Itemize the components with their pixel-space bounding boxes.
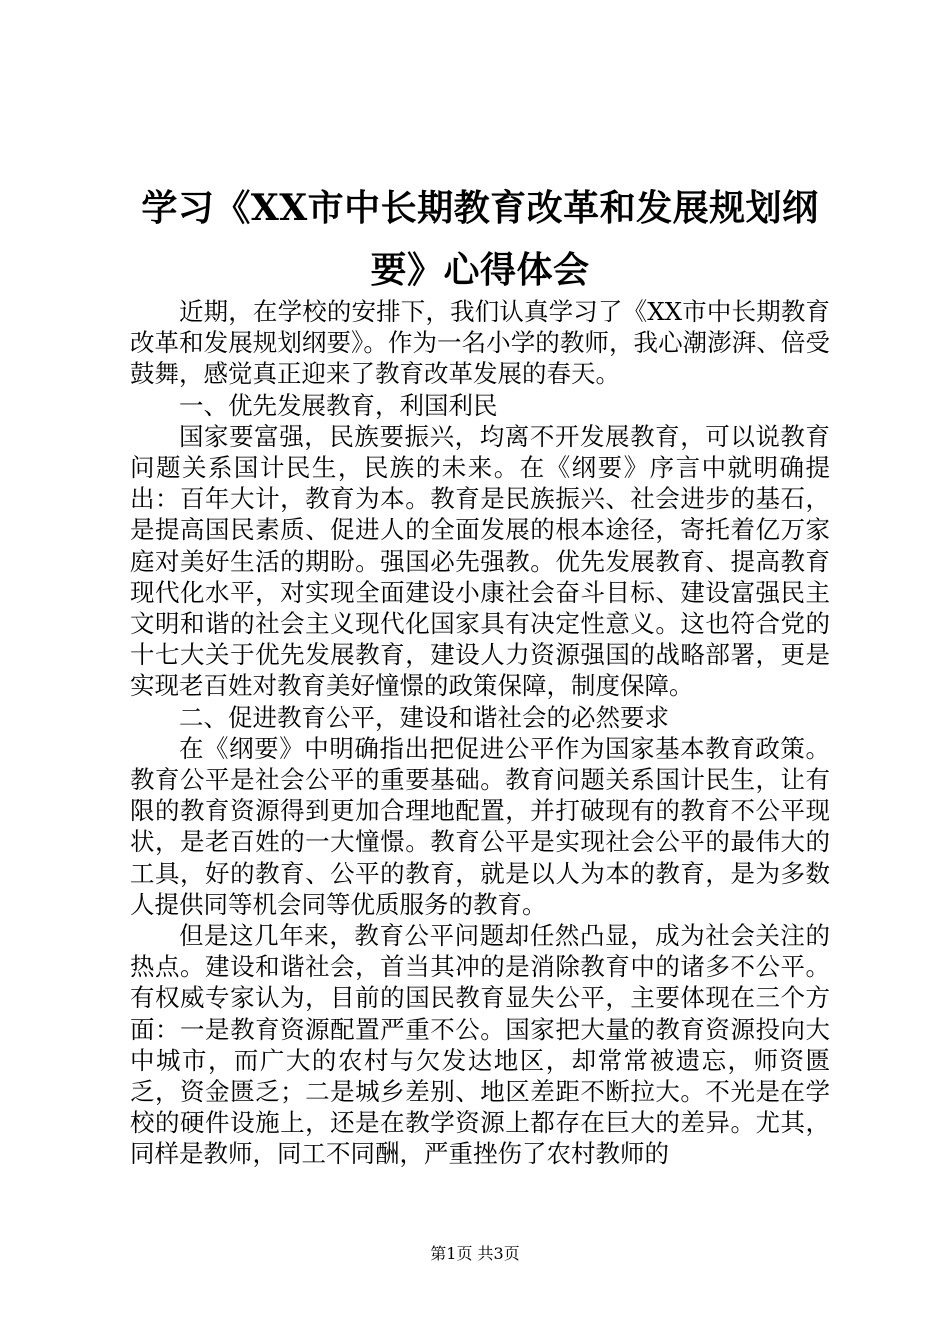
paragraph-priority-education: 国家要富强，民族要振兴，均离不开发展教育，可以说教育问题关系国计民生，民族的未来。在《纲要》序言中就明确提出：百年大计，教育为本。教育是民族振兴、社会进步的基石，是提高国民素质、促进人的全面发展的根本途径，寄托着亿万家庭对美好生活的期盼。强国必先强教。优先发展教育、提高教育现代化水平，对实现全面建设小康社会奋斗目标、建设富强民主文明和谐的社会主义现代化国家具有决定性意义。这也符合党的十七大关于优先发展教育，建设人力资源强国的战略部署，更是实现老百姓对教育美好憧憬的政策保障，制度保障。	[130, 421, 830, 701]
section-heading-1: 一、优先发展教育，利国利民	[179, 390, 498, 420]
document-body	[130, 296, 830, 1170]
document-title-line-1: 学习《XX市中长期教育改革和发展规划纲	[141, 187, 819, 229]
paragraph-intro: 近期，在学校的安排下，我们认真学习了《XX市中长期教育改革和发展规划纲要》。作为一名小学的教师，我心潮澎湃、倍受鼓舞，感觉真正迎来了教育改革发展的春天。	[130, 297, 830, 389]
page-footer: 第1页 共3页	[430, 1244, 520, 1263]
document-title-line-2: 要》心得体会	[370, 249, 590, 291]
section-heading-2: 二、促进教育公平，建设和谐社会的必然要求	[179, 702, 669, 732]
paragraph-education-equity: 在《纲要》中明确指出把促进公平作为国家基本教育政策。教育公平是社会公平的重要基础。教育问题关系国计民生，让有限的教育资源得到更加合理地配置，并打破现有的教育不公平现状，是老百姓的一大憧憬。教育公平是实现社会公平的最伟大的工具，好的教育、公平的教育，就是以人为本的教育，是为多数人提供同等机会同等优质服务的教育。	[130, 733, 830, 919]
paragraph-equity-problems: 但是这几年来，教育公平问题却任然凸显，成为社会关注的热点。建设和谐社会，首当其冲的是消除教育中的诸多不公平。有权威专家认为，目前的国民教育显失公平，主要体现在三个方面：一是教育资源配置严重不公。国家把大量的教育资源投向大中城市，而广大的农村与欠发达地区，却常常被遗忘，师资匮乏，资金匮乏；二是城乡差别、地区差距不断拉大。不光是在学校的硬件设施上，还是在教学资源上都存在巨大的差异。尤其，同样是教师，同工不同酬，严重挫伤了农村教师的	[130, 921, 830, 1169]
